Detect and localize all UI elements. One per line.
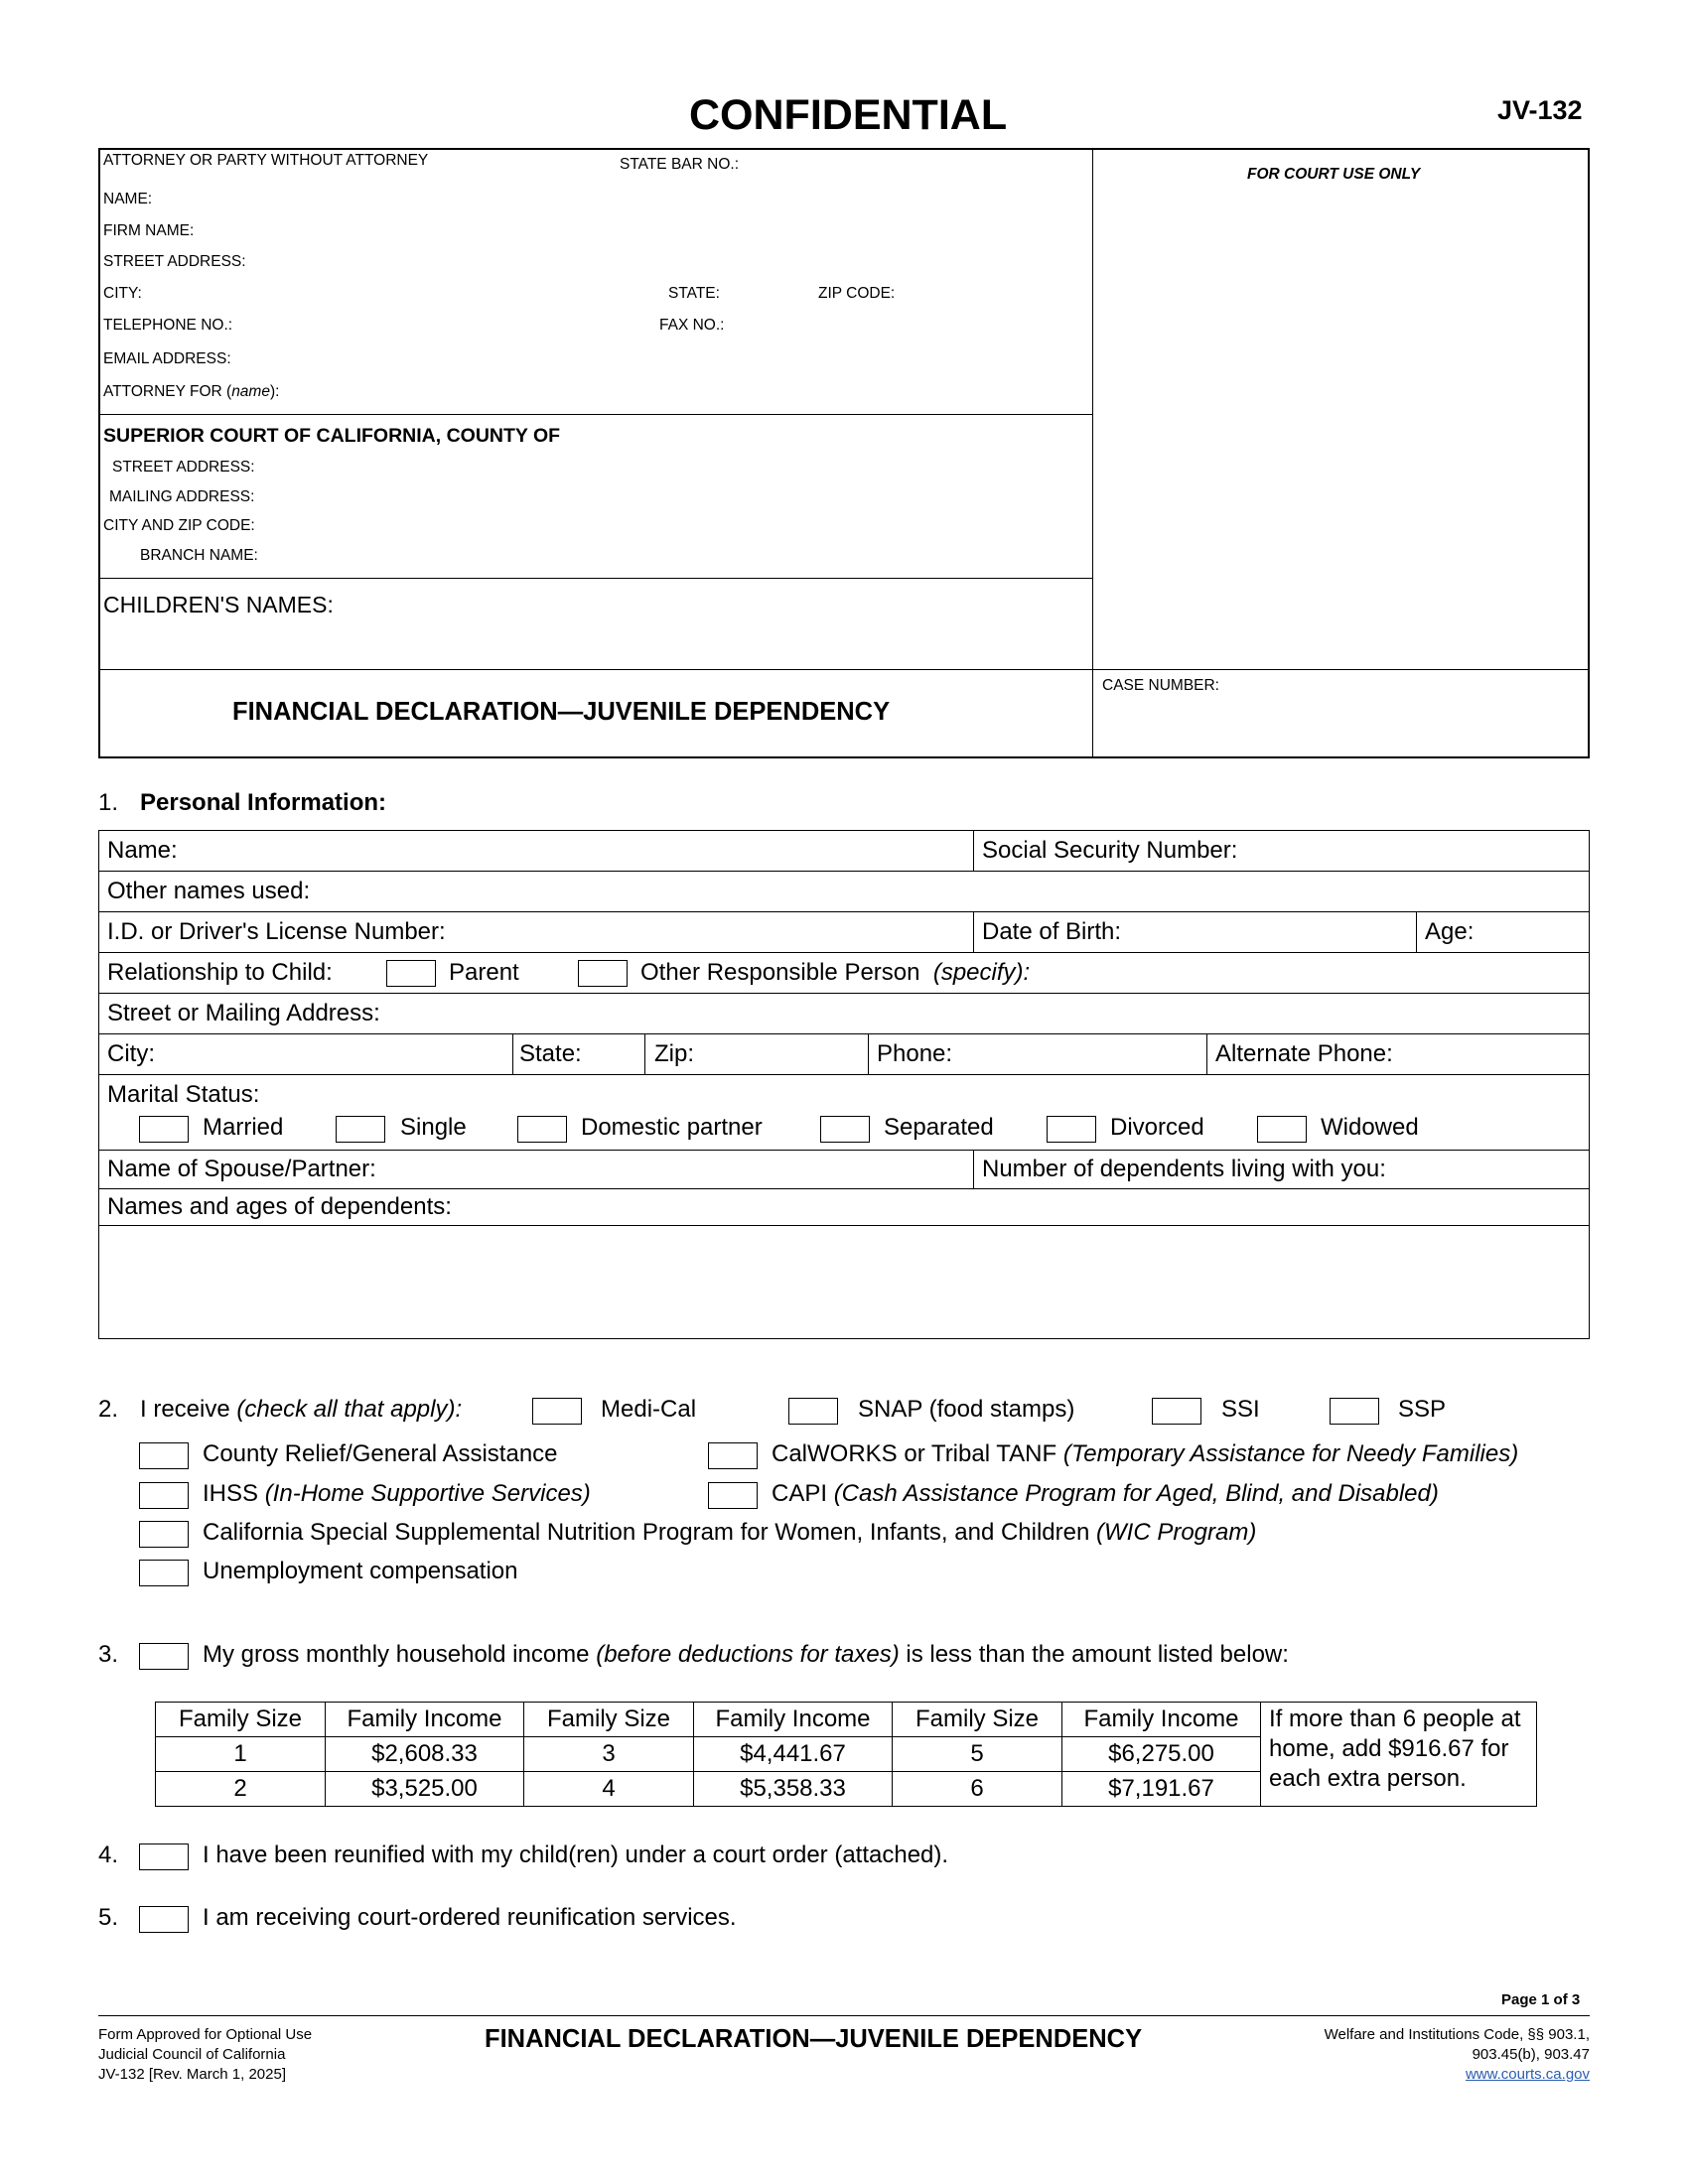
page-title: CONFIDENTIAL bbox=[689, 91, 1008, 139]
medical-label: Medi-Cal bbox=[601, 1396, 697, 1423]
medical-checkbox[interactable] bbox=[532, 1398, 582, 1425]
other-responsible-label: Other Responsible Person (specify): bbox=[640, 959, 1031, 986]
street-mailing-field[interactable]: Street or Mailing Address: bbox=[107, 1000, 380, 1026]
court-street-field[interactable]: STREET ADDRESS: bbox=[112, 459, 255, 476]
other-names-field[interactable]: Other names used: bbox=[107, 878, 311, 904]
row-line bbox=[98, 1033, 1590, 1034]
ssi-checkbox[interactable] bbox=[1152, 1398, 1201, 1425]
courts-link[interactable]: www.courts.ca.gov bbox=[1465, 2066, 1590, 2083]
footer-rule bbox=[98, 2015, 1590, 2016]
footer-left-1: Form Approved for Optional Use bbox=[98, 2026, 313, 2043]
table-header: Family Size bbox=[893, 1703, 1062, 1737]
attorney-heading: ATTORNEY OR PARTY WITHOUT ATTORNEY bbox=[103, 152, 429, 169]
id-field[interactable]: I.D. or Driver's License Number: bbox=[107, 918, 446, 945]
table-header-row bbox=[156, 1703, 1537, 1737]
widowed-label: Widowed bbox=[1321, 1114, 1419, 1141]
street-address-field[interactable]: STREET ADDRESS: bbox=[103, 253, 246, 270]
ssp-label: SSP bbox=[1398, 1396, 1447, 1423]
personal-info-table bbox=[98, 830, 1590, 1339]
reunified-checkbox[interactable] bbox=[139, 1843, 189, 1870]
county-relief-checkbox[interactable] bbox=[139, 1442, 189, 1469]
firm-name-field[interactable]: FIRM NAME: bbox=[103, 222, 195, 239]
table-cell: 4 bbox=[524, 1772, 694, 1807]
table-header: Family Income bbox=[1062, 1703, 1261, 1737]
table-cell: $6,275.00 bbox=[1062, 1737, 1261, 1772]
case-number-field[interactable]: CASE NUMBER: bbox=[1102, 677, 1219, 694]
marital-status-label: Marital Status: bbox=[107, 1081, 260, 1108]
divider-attorney bbox=[98, 414, 1092, 415]
telephone-field[interactable]: TELEPHONE NO.: bbox=[103, 317, 233, 334]
attorney-for-field[interactable]: ATTORNEY FOR (name): bbox=[103, 383, 280, 400]
calworks-label: CalWORKS or Tribal TANF (Temporary Assistance for Needy Families) bbox=[772, 1440, 1519, 1467]
row-line bbox=[98, 871, 1590, 872]
dependents-names-field[interactable]: Names and ages of dependents: bbox=[107, 1193, 452, 1220]
email-field[interactable]: EMAIL ADDRESS: bbox=[103, 350, 231, 367]
table-cell: $5,358.33 bbox=[694, 1772, 893, 1807]
married-checkbox[interactable] bbox=[139, 1116, 189, 1143]
parent-label: Parent bbox=[449, 959, 519, 986]
separated-label: Separated bbox=[884, 1114, 994, 1141]
relationship-label: Relationship to Child: bbox=[107, 959, 333, 986]
separated-checkbox[interactable] bbox=[820, 1116, 870, 1143]
divorced-checkbox[interactable] bbox=[1047, 1116, 1096, 1143]
footer-right-2: 903.45(b), 903.47 bbox=[1472, 2046, 1590, 2063]
ihss-label: IHSS (In-Home Supportive Services) bbox=[203, 1480, 591, 1507]
domestic-partner-checkbox[interactable] bbox=[517, 1116, 567, 1143]
section1-number: 1. bbox=[98, 789, 119, 816]
table-cell: 1 bbox=[156, 1737, 326, 1772]
col-line bbox=[973, 830, 974, 871]
table-cell: $7,191.67 bbox=[1062, 1772, 1261, 1807]
ssn-field[interactable]: Social Security Number: bbox=[982, 837, 1238, 864]
row-line bbox=[98, 952, 1590, 953]
section4-number: 4. bbox=[98, 1842, 119, 1868]
table-cell: $2,608.33 bbox=[326, 1737, 524, 1772]
state-bar-label: STATE BAR NO.: bbox=[620, 156, 739, 173]
dependents-count-field[interactable]: Number of dependents living with you: bbox=[982, 1156, 1386, 1182]
ihss-checkbox[interactable] bbox=[139, 1482, 189, 1509]
capi-label: CAPI (Cash Assistance Program for Aged, Blind, and Disabled) bbox=[772, 1480, 1439, 1507]
income-checkbox[interactable] bbox=[139, 1643, 189, 1670]
footer-left-2: Judicial Council of California bbox=[98, 2046, 286, 2063]
col-line bbox=[868, 1033, 869, 1074]
col-line bbox=[973, 911, 974, 952]
ssi-label: SSI bbox=[1221, 1396, 1260, 1423]
col-line bbox=[512, 1033, 513, 1074]
table-header: Family Size bbox=[156, 1703, 326, 1737]
table-cell: 2 bbox=[156, 1772, 326, 1807]
zip-code-field[interactable]: ZIP CODE: bbox=[818, 285, 896, 302]
court-branch-field[interactable]: BRANCH NAME: bbox=[140, 547, 258, 564]
attorney-name-field[interactable]: NAME: bbox=[103, 191, 153, 207]
table-cell: 5 bbox=[893, 1737, 1062, 1772]
snap-label: SNAP (food stamps) bbox=[858, 1396, 1075, 1423]
divider-title bbox=[98, 669, 1590, 670]
reunification-services-checkbox[interactable] bbox=[139, 1906, 189, 1933]
court-use-label: FOR COURT USE ONLY bbox=[1247, 166, 1421, 183]
table-cell: $3,525.00 bbox=[326, 1772, 524, 1807]
zip-field[interactable]: Zip: bbox=[654, 1040, 695, 1067]
alt-phone-field[interactable]: Alternate Phone: bbox=[1215, 1040, 1393, 1067]
single-checkbox[interactable] bbox=[336, 1116, 385, 1143]
domestic-partner-label: Domestic partner bbox=[581, 1114, 763, 1141]
married-label: Married bbox=[203, 1114, 284, 1141]
county-relief-label: County Relief/General Assistance bbox=[203, 1440, 558, 1467]
row-line bbox=[98, 1225, 1590, 1226]
parent-checkbox[interactable] bbox=[386, 960, 436, 987]
state-field[interactable]: State: bbox=[519, 1040, 582, 1067]
col-line bbox=[1206, 1033, 1207, 1074]
table-cell: 3 bbox=[524, 1737, 694, 1772]
caption-box bbox=[98, 148, 1590, 758]
section3-number: 3. bbox=[98, 1641, 119, 1668]
calworks-checkbox[interactable] bbox=[708, 1442, 758, 1469]
other-responsible-checkbox[interactable] bbox=[578, 960, 628, 987]
court-heading: SUPERIOR COURT OF CALIFORNIA, COUNTY OF bbox=[103, 425, 561, 447]
row-line bbox=[98, 911, 1590, 912]
city-field[interactable]: CITY: bbox=[103, 285, 142, 302]
footer-right-1: Welfare and Institutions Code, §§ 903.1, bbox=[1324, 2026, 1590, 2043]
fax-field[interactable]: FAX NO.: bbox=[659, 317, 725, 334]
divorced-label: Divorced bbox=[1110, 1114, 1204, 1141]
section4-text: I have been reunified with my child(ren) under a court order (attached). bbox=[203, 1842, 949, 1868]
widowed-checkbox[interactable] bbox=[1257, 1116, 1307, 1143]
court-mailing-field[interactable]: MAILING ADDRESS: bbox=[109, 488, 255, 505]
form-title: FINANCIAL DECLARATION—JUVENILE DEPENDENCY bbox=[232, 698, 891, 726]
row-line bbox=[98, 993, 1590, 994]
section1-heading: Personal Information: bbox=[140, 789, 387, 816]
col-line bbox=[644, 1033, 645, 1074]
spouse-field[interactable]: Name of Spouse/Partner: bbox=[107, 1156, 376, 1182]
phone-field[interactable]: Phone: bbox=[877, 1040, 953, 1067]
wic-label: California Special Supplemental Nutrition Program for Women, Infants, and Children (WIC Program) bbox=[203, 1519, 1257, 1546]
name-field[interactable]: Name: bbox=[107, 837, 178, 864]
unemployment-label: Unemployment compensation bbox=[203, 1558, 518, 1584]
table-note: If more than 6 people at home, add $916.67 for each extra person. bbox=[1261, 1703, 1537, 1807]
dob-field[interactable]: Date of Birth: bbox=[982, 918, 1122, 945]
section5-text: I am receiving court-ordered reunification services. bbox=[203, 1904, 737, 1931]
section3-text: My gross monthly household income (before deductions for taxes) is less than the amount listed below: bbox=[203, 1641, 1289, 1668]
row-line bbox=[98, 1074, 1590, 1075]
col-line bbox=[1416, 911, 1417, 952]
wic-checkbox[interactable] bbox=[139, 1521, 189, 1548]
table-header: Family Size bbox=[524, 1703, 694, 1737]
age-field[interactable]: Age: bbox=[1425, 918, 1475, 945]
city-field[interactable]: City: bbox=[107, 1040, 155, 1067]
capi-checkbox[interactable] bbox=[708, 1482, 758, 1509]
table-cell: 6 bbox=[893, 1772, 1062, 1807]
page-number: Page 1 of 3 bbox=[1501, 1991, 1581, 2008]
footer-left-3: JV-132 [Rev. March 1, 2025] bbox=[98, 2066, 286, 2083]
single-label: Single bbox=[400, 1114, 467, 1141]
table-header: Family Income bbox=[326, 1703, 524, 1737]
unemployment-checkbox[interactable] bbox=[139, 1560, 189, 1586]
row-line bbox=[98, 1150, 1590, 1151]
form-number: JV-132 bbox=[1497, 95, 1583, 125]
income-table bbox=[155, 1702, 1537, 1807]
divider-court bbox=[98, 578, 1092, 579]
state-field[interactable]: STATE: bbox=[668, 285, 720, 302]
footer-title: FINANCIAL DECLARATION—JUVENILE DEPENDENCY bbox=[485, 2025, 1143, 2053]
children-names-field[interactable]: CHILDREN'S NAMES: bbox=[103, 592, 334, 617]
col-line bbox=[973, 1150, 974, 1188]
section2-lead: I receive (check all that apply): bbox=[140, 1396, 463, 1423]
court-city-zip-field[interactable]: CITY AND ZIP CODE: bbox=[103, 517, 255, 534]
row-line bbox=[98, 1188, 1590, 1189]
table-header: Family Income bbox=[694, 1703, 893, 1737]
snap-checkbox[interactable] bbox=[788, 1398, 838, 1425]
caption-divider bbox=[1092, 148, 1093, 758]
ssp-checkbox[interactable] bbox=[1330, 1398, 1379, 1425]
section5-number: 5. bbox=[98, 1904, 119, 1931]
section2-number: 2. bbox=[98, 1396, 119, 1423]
table-cell: $4,441.67 bbox=[694, 1737, 893, 1772]
